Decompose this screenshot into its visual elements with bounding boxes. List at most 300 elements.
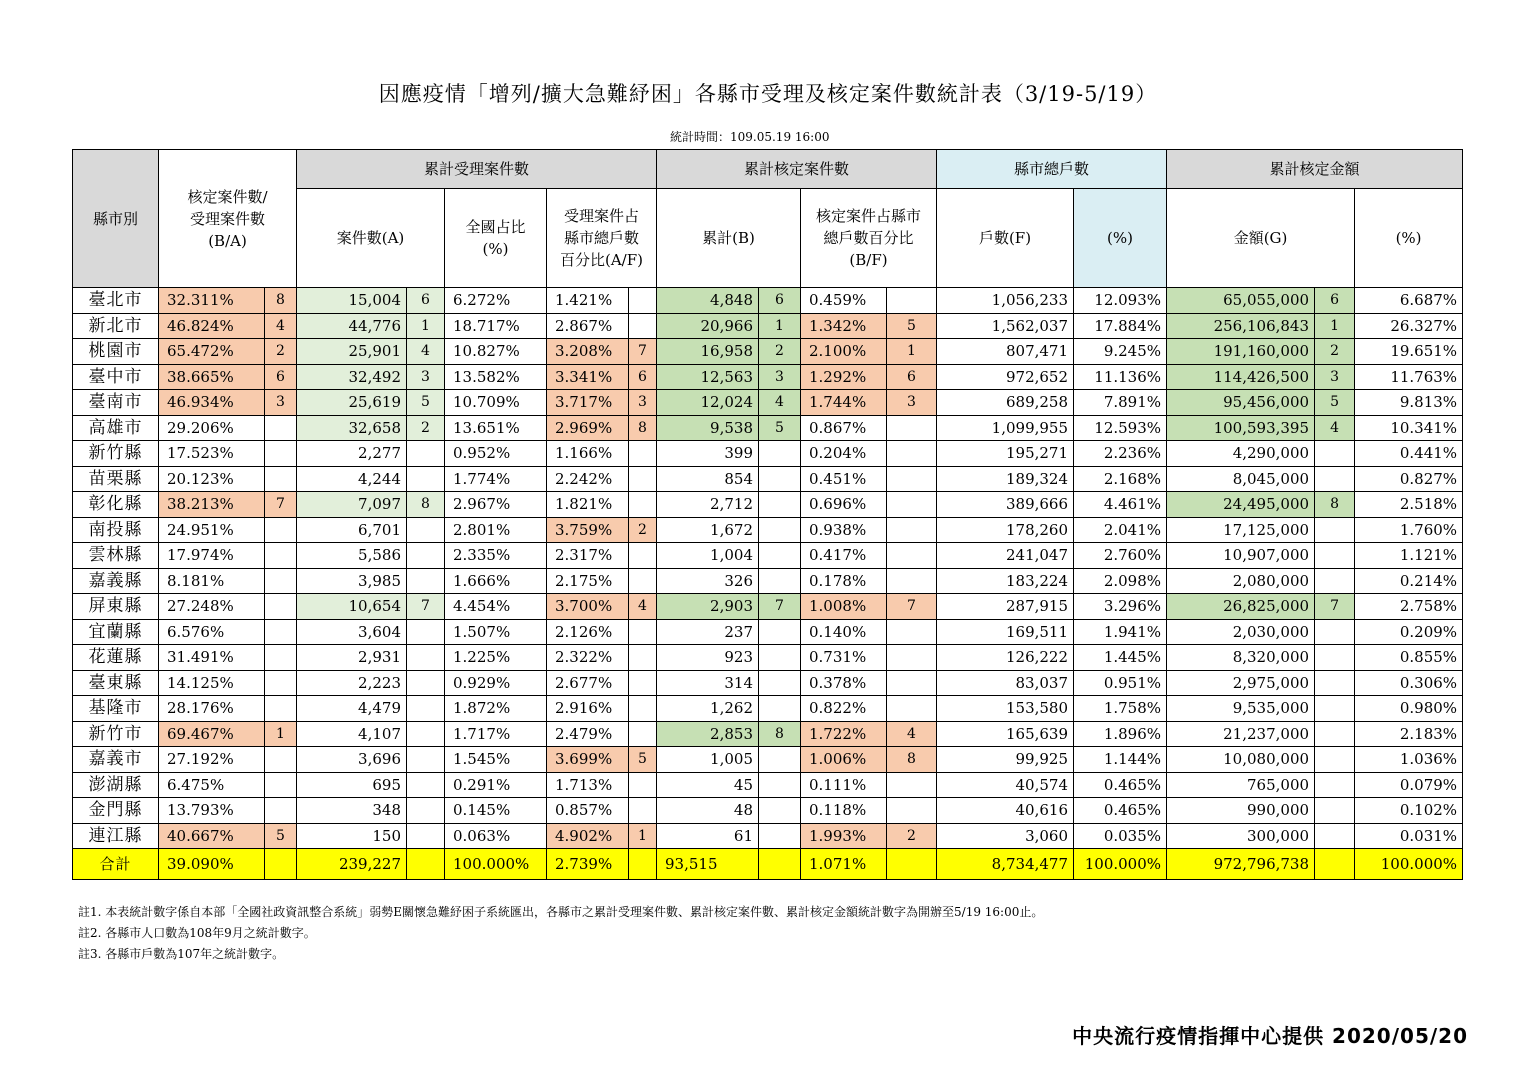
total-approved-amount: 972,796,738	[1167, 849, 1315, 880]
approved-amount: 10,907,000	[1167, 543, 1315, 569]
approved-amount-pct: 1.121%	[1355, 543, 1463, 569]
approved-count: 4,848	[657, 288, 759, 314]
table-row	[73, 339, 1463, 365]
county-name: 彰化縣	[73, 492, 159, 518]
approved-amount-pct: 19.651%	[1355, 339, 1463, 365]
approval-ratio: 6.475%	[159, 772, 265, 798]
received-household-pct: 3.341%	[547, 364, 629, 390]
approved-amount-pct: 9.813%	[1355, 390, 1463, 416]
household-pct: 2.168%	[1074, 466, 1167, 492]
header-approved: 累計核定案件數	[657, 150, 937, 189]
approved-rank: 8	[759, 721, 801, 747]
household-pct: 2.760%	[1074, 543, 1167, 569]
table-row	[73, 517, 1463, 543]
approval-ratio-rank	[265, 747, 297, 773]
approved-amount-pct: 0.306%	[1355, 670, 1463, 696]
approved-amount: 17,125,000	[1167, 517, 1315, 543]
table-row	[73, 772, 1463, 798]
county-name: 屏東縣	[73, 594, 159, 620]
approval-ratio-rank	[265, 645, 297, 671]
approval-ratio-rank: 3	[265, 390, 297, 416]
approved-count: 9,538	[657, 415, 759, 441]
county-name: 新竹市	[73, 721, 159, 747]
received-count: 3,985	[297, 568, 407, 594]
approved-count: 923	[657, 645, 759, 671]
national-share: 1.666%	[445, 568, 547, 594]
table-row	[73, 696, 1463, 722]
approved-rank	[759, 747, 801, 773]
header-received-count: 案件數(A)	[297, 189, 445, 288]
approved-rank	[759, 466, 801, 492]
national-share: 13.582%	[445, 364, 547, 390]
total-blank	[759, 849, 801, 880]
household-pct: 17.884%	[1074, 313, 1167, 339]
received-household-rank	[629, 721, 657, 747]
approved-rank: 6	[759, 288, 801, 314]
received-household-rank	[629, 466, 657, 492]
approved-household-rank	[887, 772, 937, 798]
received-count: 2,931	[297, 645, 407, 671]
received-household-rank: 6	[629, 364, 657, 390]
approved-amount: 8,045,000	[1167, 466, 1315, 492]
approved-rank	[759, 645, 801, 671]
approved-amount: 26,825,000	[1167, 594, 1315, 620]
county-name: 南投縣	[73, 517, 159, 543]
approval-ratio-rank: 2	[265, 339, 297, 365]
table-body	[73, 288, 1463, 880]
household-count: 195,271	[937, 441, 1074, 467]
approved-rank: 2	[759, 339, 801, 365]
table-row	[73, 543, 1463, 569]
approved-household-rank	[887, 466, 937, 492]
national-share: 18.717%	[445, 313, 547, 339]
total-blank	[887, 849, 937, 880]
received-count: 4,244	[297, 466, 407, 492]
received-household-pct: 2.317%	[547, 543, 629, 569]
approval-ratio-rank: 5	[265, 823, 297, 849]
header-appr-hh-line1: 核定案件占縣市	[816, 207, 922, 225]
county-name: 宜蘭縣	[73, 619, 159, 645]
approved-amount-pct: 11.763%	[1355, 364, 1463, 390]
approved-amount-pct: 26.327%	[1355, 313, 1463, 339]
national-share: 2.801%	[445, 517, 547, 543]
received-count: 25,619	[297, 390, 407, 416]
approved-count: 2,712	[657, 492, 759, 518]
county-name: 桃園市	[73, 339, 159, 365]
approval-ratio-rank	[265, 619, 297, 645]
table-row	[73, 568, 1463, 594]
approval-ratio-rank	[265, 772, 297, 798]
approved-rank	[759, 543, 801, 569]
received-count: 348	[297, 798, 407, 824]
received-rank	[407, 823, 445, 849]
county-name: 新北市	[73, 313, 159, 339]
table-row	[73, 798, 1463, 824]
household-count: 40,616	[937, 798, 1074, 824]
received-household-pct: 2.175%	[547, 568, 629, 594]
received-rank	[407, 568, 445, 594]
provider-credit: 中央流行疫情指揮中心提供 2020/05/20	[1072, 1024, 1468, 1048]
approval-ratio: 69.467%	[159, 721, 265, 747]
received-household-rank: 3	[629, 390, 657, 416]
approval-ratio-rank: 4	[265, 313, 297, 339]
national-share: 2.967%	[445, 492, 547, 518]
total-approved-count: 93,515	[657, 849, 759, 880]
approval-ratio: 28.176%	[159, 696, 265, 722]
household-pct: 2.098%	[1074, 568, 1167, 594]
approved-amount-pct: 0.031%	[1355, 823, 1463, 849]
national-share: 4.454%	[445, 594, 547, 620]
received-household-rank: 8	[629, 415, 657, 441]
approved-count: 1,672	[657, 517, 759, 543]
received-count: 150	[297, 823, 407, 849]
approval-ratio: 46.824%	[159, 313, 265, 339]
approved-amount-pct: 0.855%	[1355, 645, 1463, 671]
approved-household-pct: 0.178%	[801, 568, 887, 594]
table-row	[73, 594, 1463, 620]
county-name: 花蓮縣	[73, 645, 159, 671]
household-pct: 1.941%	[1074, 619, 1167, 645]
approved-household-rank: 7	[887, 594, 937, 620]
header-national-line1: 全國占比	[465, 218, 526, 236]
national-share: 10.709%	[445, 390, 547, 416]
footnotes	[78, 902, 1043, 965]
household-count: 1,056,233	[937, 288, 1074, 314]
approved-rank	[759, 619, 801, 645]
approved-household-pct: 1.744%	[801, 390, 887, 416]
approved-amount-pct: 1.036%	[1355, 747, 1463, 773]
national-share: 2.335%	[445, 543, 547, 569]
total-row	[73, 849, 1463, 880]
household-count: 3,060	[937, 823, 1074, 849]
approval-ratio-rank	[265, 594, 297, 620]
approved-amount-rank: 3	[1315, 364, 1355, 390]
household-count: 189,324	[937, 466, 1074, 492]
household-pct: 0.035%	[1074, 823, 1167, 849]
household-pct: 1.144%	[1074, 747, 1167, 773]
received-household-rank	[629, 798, 657, 824]
approved-rank	[759, 670, 801, 696]
approved-amount: 256,106,843	[1167, 313, 1315, 339]
approval-ratio: 65.472%	[159, 339, 265, 365]
approved-amount: 114,426,500	[1167, 364, 1315, 390]
received-household-pct: 2.242%	[547, 466, 629, 492]
approved-household-rank	[887, 492, 937, 518]
received-count: 3,696	[297, 747, 407, 773]
total-label: 合計	[73, 849, 159, 880]
table-row	[73, 313, 1463, 339]
household-count: 689,258	[937, 390, 1074, 416]
approved-count: 20,966	[657, 313, 759, 339]
approved-amount-pct: 10.341%	[1355, 415, 1463, 441]
approved-household-rank	[887, 670, 937, 696]
household-pct: 11.136%	[1074, 364, 1167, 390]
household-pct: 2.041%	[1074, 517, 1167, 543]
approval-ratio: 6.576%	[159, 619, 265, 645]
received-household-rank	[629, 568, 657, 594]
household-pct: 0.951%	[1074, 670, 1167, 696]
header-appr-hh-line3: (B/F)	[849, 251, 888, 269]
received-household-pct: 3.699%	[547, 747, 629, 773]
household-pct: 7.891%	[1074, 390, 1167, 416]
received-count: 5,586	[297, 543, 407, 569]
approved-amount: 990,000	[1167, 798, 1315, 824]
approved-rank: 7	[759, 594, 801, 620]
approved-household-pct: 0.204%	[801, 441, 887, 467]
approval-ratio: 32.311%	[159, 288, 265, 314]
header-approved-count: 累計(B)	[657, 189, 801, 288]
county-name: 嘉義市	[73, 747, 159, 773]
table-row	[73, 441, 1463, 467]
received-household-rank	[629, 619, 657, 645]
approved-amount-rank	[1315, 721, 1355, 747]
received-rank	[407, 466, 445, 492]
total-received-household-pct: 2.739%	[547, 849, 629, 880]
approved-household-rank	[887, 288, 937, 314]
received-household-pct: 2.677%	[547, 670, 629, 696]
approval-ratio: 17.974%	[159, 543, 265, 569]
received-household-pct: 1.821%	[547, 492, 629, 518]
county-name: 新竹縣	[73, 441, 159, 467]
approved-household-pct: 1.292%	[801, 364, 887, 390]
approved-amount-rank: 8	[1315, 492, 1355, 518]
approval-ratio-rank	[265, 670, 297, 696]
table-row	[73, 619, 1463, 645]
approved-amount-rank	[1315, 798, 1355, 824]
household-count: 389,666	[937, 492, 1074, 518]
approved-amount-rank	[1315, 645, 1355, 671]
national-share: 6.272%	[445, 288, 547, 314]
page-title: 因應疫情「增列/擴大急難紓困」各縣市受理及核定案件數統計表（3/19-5/19）	[378, 82, 1158, 106]
household-count: 1,099,955	[937, 415, 1074, 441]
approved-count: 1,005	[657, 747, 759, 773]
approved-count: 61	[657, 823, 759, 849]
approved-amount: 2,080,000	[1167, 568, 1315, 594]
approval-ratio-rank	[265, 568, 297, 594]
national-share: 10.827%	[445, 339, 547, 365]
approved-household-pct: 1.006%	[801, 747, 887, 773]
total-blank	[265, 849, 297, 880]
received-count: 6,701	[297, 517, 407, 543]
county-name: 臺北市	[73, 288, 159, 314]
approval-ratio-rank	[265, 696, 297, 722]
approved-household-pct: 1.008%	[801, 594, 887, 620]
household-pct: 2.236%	[1074, 441, 1167, 467]
received-rank	[407, 747, 445, 773]
approved-count: 2,903	[657, 594, 759, 620]
approved-rank: 4	[759, 390, 801, 416]
approved-household-rank	[887, 517, 937, 543]
approved-count: 2,853	[657, 721, 759, 747]
received-rank: 7	[407, 594, 445, 620]
approved-amount-rank	[1315, 619, 1355, 645]
approved-amount: 2,975,000	[1167, 670, 1315, 696]
county-name: 基隆市	[73, 696, 159, 722]
received-household-pct: 2.969%	[547, 415, 629, 441]
household-count: 807,471	[937, 339, 1074, 365]
approved-amount-rank: 2	[1315, 339, 1355, 365]
approved-count: 326	[657, 568, 759, 594]
approved-rank: 5	[759, 415, 801, 441]
received-household-rank	[629, 288, 657, 314]
footnote-2: 註2. 各縣市人口數為108年9月之統計數字。	[78, 926, 316, 940]
header-national-line2: (%)	[482, 240, 509, 258]
table-row	[73, 747, 1463, 773]
footnote-1: 註1. 本表統計數字係自本部「全國社政資訊整合系統」弱勢E關懷急難紓困子系統匯出，各縣市之累計受理案件數、累計核定案件數、累計核定金額統計數字為開辦至5/19 16:00止。	[78, 905, 1044, 919]
header-received-household-pct	[547, 189, 657, 288]
household-count: 972,652	[937, 364, 1074, 390]
received-count: 32,492	[297, 364, 407, 390]
approved-rank	[759, 492, 801, 518]
household-count: 99,925	[937, 747, 1074, 773]
approved-count: 12,024	[657, 390, 759, 416]
approved-amount: 4,290,000	[1167, 441, 1315, 467]
footnote-3: 註3. 各縣市戶數為107年之統計數字。	[78, 947, 285, 961]
received-rank	[407, 441, 445, 467]
approved-household-pct: 1.993%	[801, 823, 887, 849]
table-row	[73, 415, 1463, 441]
approved-amount: 24,495,000	[1167, 492, 1315, 518]
approved-household-rank	[887, 543, 937, 569]
received-rank: 5	[407, 390, 445, 416]
approved-household-rank: 5	[887, 313, 937, 339]
approved-household-pct: 0.938%	[801, 517, 887, 543]
approved-amount-rank	[1315, 568, 1355, 594]
approved-count: 314	[657, 670, 759, 696]
approved-amount-pct: 0.827%	[1355, 466, 1463, 492]
received-household-rank	[629, 313, 657, 339]
approved-amount-rank	[1315, 696, 1355, 722]
household-pct: 1.896%	[1074, 721, 1167, 747]
national-share: 1.545%	[445, 747, 547, 773]
county-name: 臺南市	[73, 390, 159, 416]
household-pct: 1.445%	[1074, 645, 1167, 671]
received-household-pct: 2.867%	[547, 313, 629, 339]
received-rank: 6	[407, 288, 445, 314]
received-count: 15,004	[297, 288, 407, 314]
total-approval-ratio: 39.090%	[159, 849, 265, 880]
household-count: 183,224	[937, 568, 1074, 594]
table-row	[73, 492, 1463, 518]
header-appr-hh-line2: 總戶數百分比	[823, 229, 914, 247]
header-national-share	[445, 189, 547, 288]
approval-ratio: 24.951%	[159, 517, 265, 543]
received-rank	[407, 798, 445, 824]
approved-household-pct: 0.459%	[801, 288, 887, 314]
received-household-rank	[629, 696, 657, 722]
table-row	[73, 390, 1463, 416]
approved-household-pct: 0.731%	[801, 645, 887, 671]
total-approved-household-pct: 1.071%	[801, 849, 887, 880]
received-count: 695	[297, 772, 407, 798]
stat-time: 統計時間：109.05.19 16:00	[670, 130, 830, 144]
received-rank	[407, 619, 445, 645]
approved-household-pct: 0.867%	[801, 415, 887, 441]
approved-amount: 8,320,000	[1167, 645, 1315, 671]
county-name: 澎湖縣	[73, 772, 159, 798]
total-received-count: 239,227	[297, 849, 407, 880]
approved-amount-rank	[1315, 543, 1355, 569]
household-count: 83,037	[937, 670, 1074, 696]
header-ratio	[159, 150, 297, 288]
approved-rank	[759, 798, 801, 824]
approved-count: 45	[657, 772, 759, 798]
approved-amount: 2,030,000	[1167, 619, 1315, 645]
approved-amount-rank: 1	[1315, 313, 1355, 339]
approved-amount-rank: 5	[1315, 390, 1355, 416]
household-pct: 4.461%	[1074, 492, 1167, 518]
national-share: 0.929%	[445, 670, 547, 696]
approved-household-pct: 0.378%	[801, 670, 887, 696]
approved-amount: 9,535,000	[1167, 696, 1315, 722]
approved-household-pct: 0.111%	[801, 772, 887, 798]
approved-household-rank	[887, 441, 937, 467]
approval-ratio-rank	[265, 441, 297, 467]
approved-household-pct: 0.451%	[801, 466, 887, 492]
received-household-rank	[629, 772, 657, 798]
approved-count: 237	[657, 619, 759, 645]
approved-rank	[759, 696, 801, 722]
received-household-pct: 3.208%	[547, 339, 629, 365]
header-recv-hh-line1: 受理案件占	[563, 207, 639, 225]
approved-household-pct: 0.822%	[801, 696, 887, 722]
county-name: 臺東縣	[73, 670, 159, 696]
header-received: 累計受理案件數	[297, 150, 657, 189]
approved-household-rank	[887, 645, 937, 671]
approved-amount-rank	[1315, 441, 1355, 467]
received-household-rank: 7	[629, 339, 657, 365]
total-blank	[629, 849, 657, 880]
approved-amount: 21,237,000	[1167, 721, 1315, 747]
approval-ratio: 38.213%	[159, 492, 265, 518]
approval-ratio-rank	[265, 517, 297, 543]
approved-rank: 3	[759, 364, 801, 390]
county-name: 高雄市	[73, 415, 159, 441]
received-rank	[407, 670, 445, 696]
approved-household-rank	[887, 415, 937, 441]
county-name: 嘉義縣	[73, 568, 159, 594]
received-household-pct: 3.700%	[547, 594, 629, 620]
approval-ratio: 29.206%	[159, 415, 265, 441]
household-pct: 12.593%	[1074, 415, 1167, 441]
county-name: 臺中市	[73, 364, 159, 390]
received-household-pct: 2.126%	[547, 619, 629, 645]
header-approved-household-pct	[801, 189, 937, 288]
approval-ratio-rank: 7	[265, 492, 297, 518]
approved-household-pct: 0.118%	[801, 798, 887, 824]
total-household-count: 8,734,477	[937, 849, 1074, 880]
received-count: 3,604	[297, 619, 407, 645]
approved-household-rank: 3	[887, 390, 937, 416]
national-share: 0.952%	[445, 441, 547, 467]
approved-household-rank	[887, 798, 937, 824]
table-row	[73, 288, 1463, 314]
approved-amount-rank	[1315, 517, 1355, 543]
household-pct: 1.758%	[1074, 696, 1167, 722]
received-household-rank	[629, 543, 657, 569]
approved-household-rank: 1	[887, 339, 937, 365]
approved-household-rank: 8	[887, 747, 937, 773]
approval-ratio-rank	[265, 415, 297, 441]
approved-amount-pct: 0.980%	[1355, 696, 1463, 722]
national-share: 0.063%	[445, 823, 547, 849]
approved-count: 48	[657, 798, 759, 824]
table-row	[73, 670, 1463, 696]
national-share: 1.872%	[445, 696, 547, 722]
header-ratio-line3: (B/A)	[208, 231, 247, 250]
national-share: 0.145%	[445, 798, 547, 824]
approved-rank	[759, 517, 801, 543]
